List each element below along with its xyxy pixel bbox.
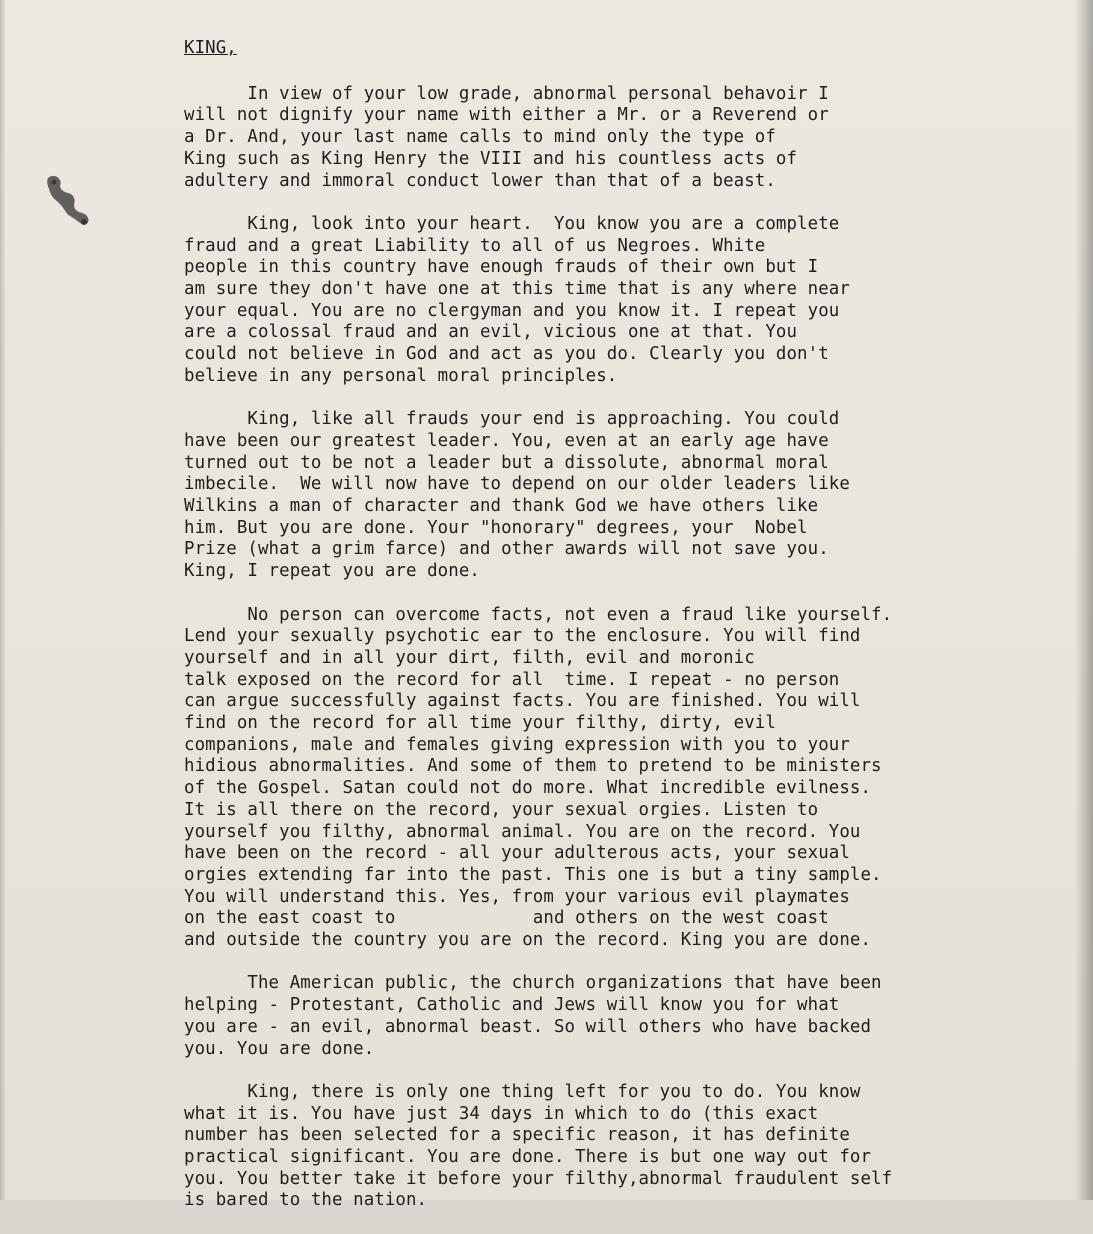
- text-line: adultery and immoral conduct lower than that of a beast.: [184, 170, 776, 191]
- text-line: King, like all frauds your end is approaching. You could: [184, 409, 840, 430]
- text-line: people in this country have enough frauds of their own but I: [184, 257, 819, 278]
- text-line: have been on the record - all your adulterous acts, your sexual: [184, 843, 850, 864]
- text-line: are a colossal fraud and an evil, vicious one at that. You: [184, 322, 798, 343]
- text-line: The American public, the church organizations that have been: [184, 973, 882, 994]
- page-left-edge: [0, 0, 6, 1200]
- text-line: you. You better take it before your filthy,abnormal fraudulent self: [184, 1168, 893, 1189]
- text-line: orgies extending far into the past. This one is but a tiny sample.: [184, 864, 882, 885]
- text-line: Wilkins a man of character and thank God we have others like: [184, 496, 819, 517]
- text-line: King, look into your heart. You know you are a complete: [184, 213, 840, 234]
- text-line: believe in any personal moral principles.: [184, 365, 618, 386]
- text-line: is bared to the nation.: [184, 1190, 428, 1211]
- text-line: In view of your low grade, abnormal personal behavoir I: [184, 83, 829, 104]
- text-line: No person can overcome facts, not even a fraud like yourself.: [184, 604, 893, 625]
- paragraph-5: [184, 973, 1064, 1060]
- text-line: imbecile. We will now have to depend on our older leaders like: [184, 474, 850, 495]
- text-line: him. But you are done. Your "honorary" degrees, your Nobel: [184, 517, 808, 538]
- text-line: yourself you filthy, abnormal animal. You are on the record. You: [184, 821, 861, 842]
- text-line: and outside the country you are on the record. King you are done.: [184, 930, 872, 951]
- text-line: companions, male and females giving expression with you to your: [184, 734, 850, 755]
- text-line: hidious abnormalities. And some of them to pretend to be ministers: [184, 756, 882, 777]
- text-line: what it is. You have just 34 days in which to do (this exact: [184, 1103, 819, 1124]
- text-line: You will understand this. Yes, from your various evil playmates: [184, 886, 850, 907]
- text-line: have been our greatest leader. You, even at an early age have: [184, 430, 829, 451]
- text-line: talk exposed on the record for all time. I repeat - no person: [184, 669, 840, 690]
- page-right-shadow: [1075, 0, 1093, 1200]
- text-line: turned out to be not a leader but a dissolute, abnormal moral: [184, 452, 829, 473]
- text-line: King such as King Henry the VIII and his countless acts of: [184, 148, 798, 169]
- text-line: can argue successfully against facts. You are finished. You will: [184, 691, 861, 712]
- text-line: practical significant. You are done. There is but one way out for: [184, 1147, 872, 1168]
- text-line: number has been selected for a specific reason, it has definite: [184, 1125, 850, 1146]
- paragraph-4: [184, 605, 1064, 952]
- text-line: will not dignify your name with either a Mr. or a Reverend or: [184, 105, 829, 126]
- text-line: you. You are done.: [184, 1038, 375, 1059]
- text-line: you are - an evil, abnormal beast. So will others who have backed: [184, 1016, 872, 1037]
- text-line: find on the record for all time your filthy, dirty, evil: [184, 713, 776, 734]
- text-line: a Dr. And, your last name calls to mind only the type of: [184, 127, 776, 148]
- text-line: on the east coast to and others on the west coast: [184, 908, 829, 929]
- paragraph-1: [184, 84, 1064, 193]
- text-line: could not believe in God and act as you do. Clearly you don't: [184, 344, 829, 365]
- paragraph-3: [184, 409, 1064, 583]
- paragraph-6: [184, 1082, 1064, 1212]
- text-line: Lend your sexually psychotic ear to the enclosure. You will find: [184, 626, 861, 647]
- text-line: am sure they don't have one at this time that is any where near: [184, 279, 850, 300]
- salutation: KING,: [184, 38, 237, 58]
- text-line: yourself and in all your dirt, filth, evil and moronic: [184, 647, 755, 668]
- letter-body: [184, 38, 1064, 1234]
- text-line: King, there is only one thing left for you to do. You know: [184, 1081, 861, 1102]
- text-line: of the Gospel. Satan could not do more. What incredible evilness.: [184, 778, 872, 799]
- paragraph-2: [184, 214, 1064, 388]
- text-line: helping - Protestant, Catholic and Jews will know you for what: [184, 995, 840, 1016]
- text-line: your equal. You are no clergyman and you know it. I repeat you: [184, 300, 840, 321]
- text-line: fraud and a great Liability to all of us Negroes. White: [184, 235, 766, 256]
- text-line: King, I repeat you are done.: [184, 561, 480, 582]
- ink-smudge: [44, 172, 94, 230]
- text-line: It is all there on the record, your sexual orgies. Listen to: [184, 799, 819, 820]
- text-line: Prize (what a grim farce) and other awards will not save you.: [184, 539, 829, 560]
